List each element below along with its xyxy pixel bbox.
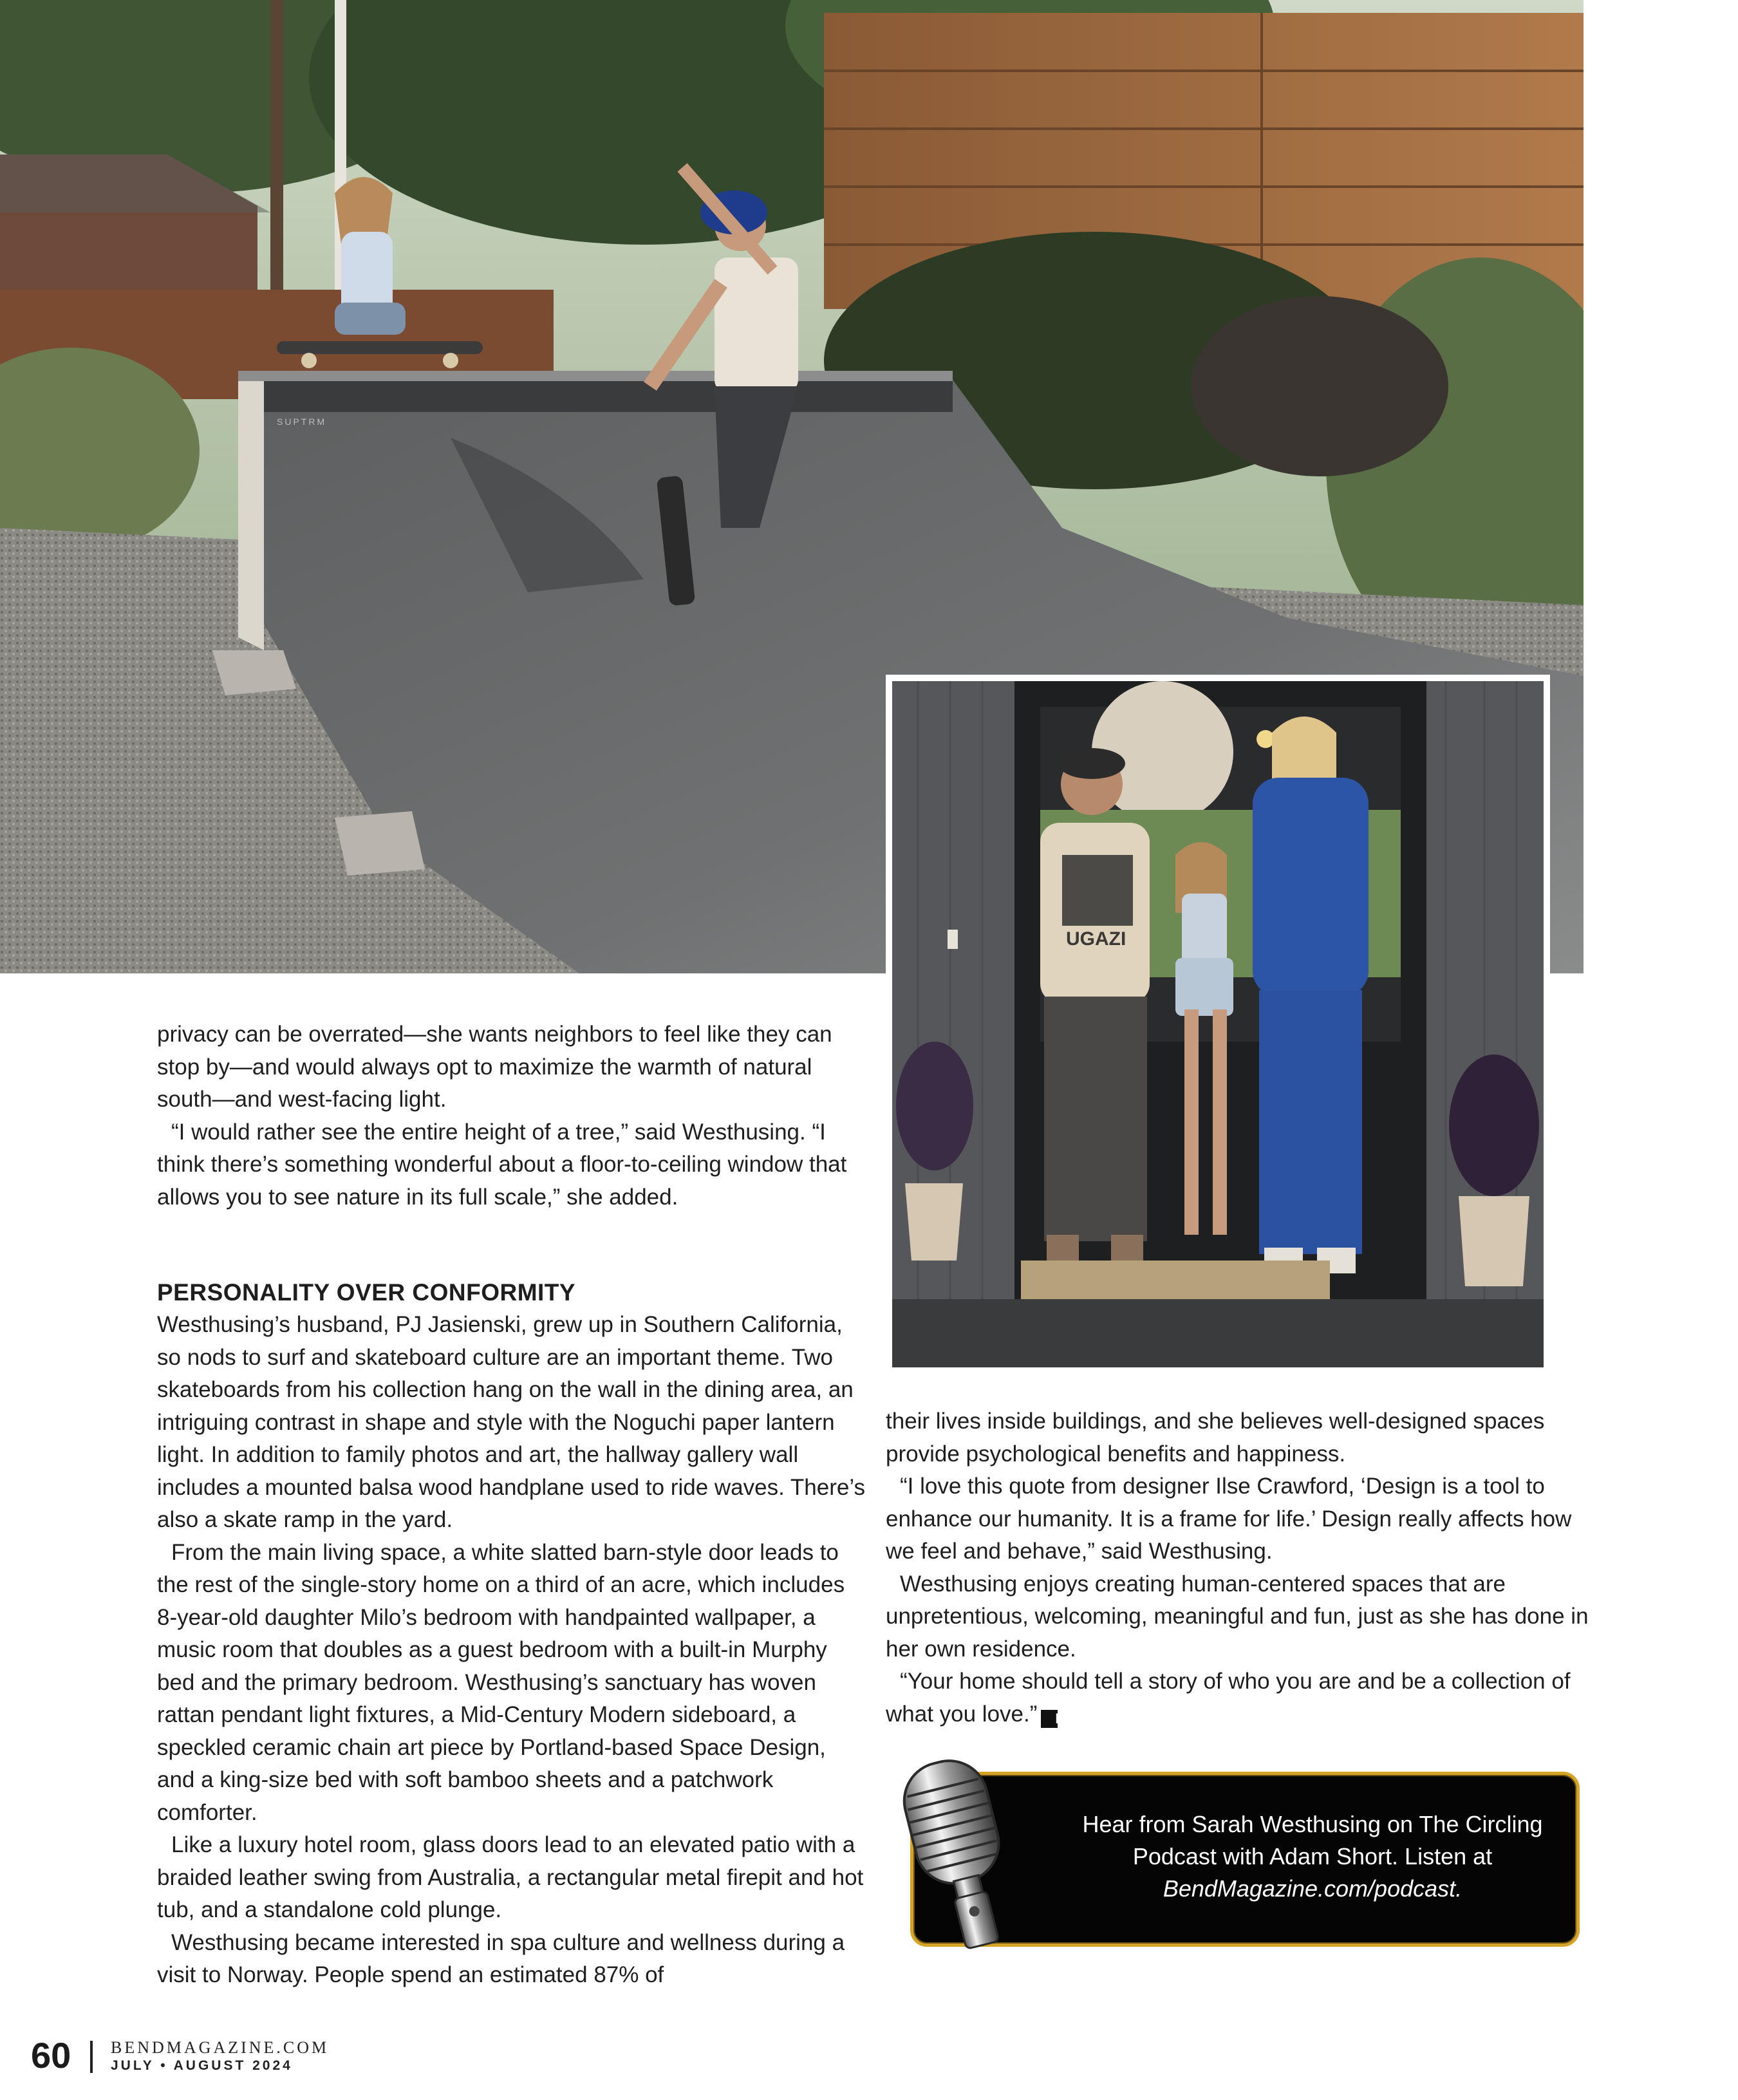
paragraph: Westhusing became interested in spa culture and wellness during a visit to Norway. People spend an estimated 87% of [157,1929,845,1987]
microphone-icon [891,1747,1026,1960]
podcast-callout-text [1061,1808,1564,1905]
left-column-top-text [157,1018,865,1214]
closing-quote: “Your home should tell a story of who you are and be a collection of what you love.” [886,1669,1571,1727]
closing-paragraph [886,1665,1594,1730]
page-number: 60 [31,2035,71,2076]
paragraph: their lives inside buildings, and she believes well-designed spaces provide psychological benefits and happiness. [886,1409,1545,1467]
end-mark-icon: B [1041,1710,1058,1728]
shirt-print-text: UGAZI [1066,928,1126,950]
footer-site-name: BENDMAGAZINE.COM [111,2038,330,2057]
paragraph: privacy can be overrated—she wants neighbors to feel like they can stop by—and would always opt to maximize the warmth of natural south—and west-facing light. [157,1022,832,1112]
ramp-brand-label: SUPTRM [277,417,327,427]
paragraph: Like a luxury hotel room, glass doors lead to an elevated patio with a braided leather swing from Australia, a rectangular metal firepit and hot tub, and a standalone cold plunge. [157,1832,864,1922]
family-portrait-photo [886,675,1550,1374]
paragraph: Westhusing’s husband, PJ Jasienski, grew up in Southern California, so nods to surf and skateboard culture are an important theme. Two skateboards from his collection hang on the wall in the dining area, an intriguing contrast in shape and style with the Noguchi paper lantern light. In addition to family photos and art, the hallway gallery wall includes a mounted balsa wood handplane used to ride waves. There’s also a skate ramp in the yard. [157,1312,865,1532]
footer-issue-date: JULY • AUGUST 2024 [111,2058,293,2073]
footer-divider [90,2041,93,2073]
paragraph: Westhusing enjoys creating human-centered spaces that are unpretentious, welcoming, meaningful and fun, just as she has done in her own residence. [886,1571,1589,1662]
paragraph: From the main living space, a white slatted barn-style door leads to the rest of the single-story home on a third of an acre, which includes 8-year-old daughter Milo’s bedroom with handpainted wallpaper, a music room that doubles as a guest bedroom with a built-in Murphy bed and the primary bedroom. Westhusing’s sanctuary has woven rattan pendant light fixtures, a Mid-Century Modern sideboard, a speckled ceramic chain art piece by Portland-based Space Design, and a king-size bed with soft bamboo sheets and a patchwork comforter. [157,1539,845,1825]
podcast-description: Hear from Sarah Westhusing on The Circling Podcast with Adam Short. Listen at [1082,1811,1543,1870]
left-column-main-text [157,1277,865,1992]
paragraph: “I love this quote from designer Ilse Crawford, ‘Design is a tool to enhance our humanity. It is a frame for life.’ Design really affects how we feel and behave,” said Westhusing. [886,1474,1572,1564]
podcast-link[interactable]: BendMagazine.com/podcast. [1163,1875,1462,1902]
paragraph: “I would rather see the entire height of a tree,” said Westhusing. “I think there’s something wonderful about a floor-to-ceiling window that allows you to see nature in its full scale,” she added. [157,1119,847,1210]
right-column-text [886,1405,1594,1730]
section-heading: PERSONALITY OVER CONFORMITY [157,1279,576,1306]
